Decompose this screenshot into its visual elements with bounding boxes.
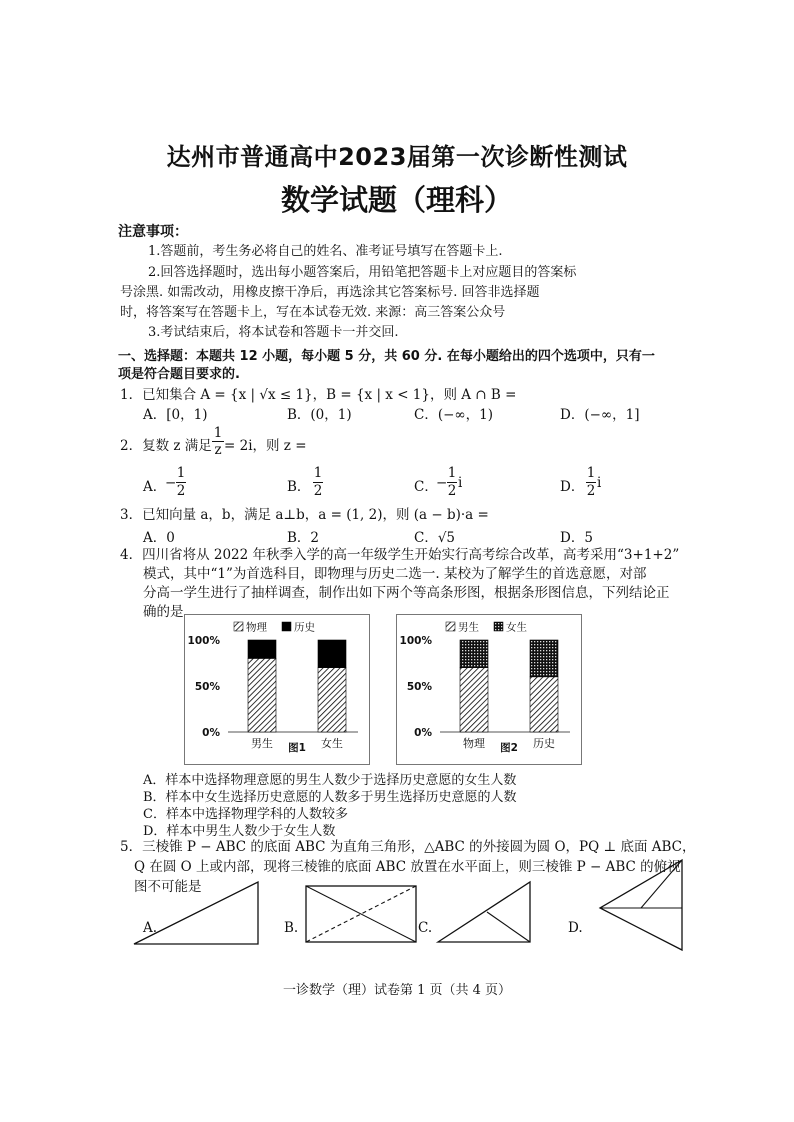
q2-frac-num: 1: [213, 425, 223, 441]
kite-outline: [600, 860, 682, 950]
q2-option-d-den: 2: [586, 483, 596, 499]
q2-option-c-label: C．: [414, 479, 438, 495]
q5-line-2: Q 在圆 O 上或内部，现将三棱锥的底面 ABC 放置在水平面上，则三棱锥 P − ABC 的俯视: [134, 859, 681, 875]
q2-option-c-frac: [447, 465, 457, 500]
q2-option-d-tail: i: [597, 475, 602, 491]
q5-option-b-figure: [303, 883, 421, 945]
q5-line-3: 图不可能是: [134, 879, 202, 895]
figure-caption: 图2: [500, 742, 518, 754]
section-heading: [118, 348, 688, 384]
q2-option-d-num: 1: [586, 465, 596, 481]
right-triangle-shape: [134, 882, 258, 944]
q2-stem-prefix: 2．复数 z 满足: [120, 438, 212, 454]
q2-option-b-label: B．: [287, 479, 311, 495]
q3-option-d: D．5: [560, 530, 593, 546]
legend-swatch: [494, 622, 503, 631]
figure-caption: 图1: [288, 742, 306, 754]
q4-line-3: 分高一学生进行了抽样调查，制作出如下两个等高条形图，根据条形图信息，下列结论正: [143, 585, 670, 601]
notice-line-1: 1.答题前，考生务必将自己的姓名、准考证号填写在答题卡上.: [148, 244, 503, 259]
bar-男生: [460, 668, 488, 732]
q5-option-a-label: A.: [143, 920, 158, 936]
bar-物理: [318, 668, 346, 732]
y-tick-label: 0%: [202, 727, 220, 739]
legend-label: 物理: [246, 621, 267, 634]
bar-女生: [460, 640, 488, 668]
chart-figure-2: [396, 614, 582, 765]
category-label: 男生: [251, 737, 273, 750]
y-tick-label: 50%: [194, 681, 220, 693]
q2-option-a-label: A．: [143, 479, 167, 495]
q2-option-b-den: 2: [313, 483, 323, 499]
section-line-2: 项是符合题目要求的.: [118, 367, 240, 382]
q4-option-c: C．样本中选择物理学科的人数较多: [143, 807, 348, 822]
notice-line-3: 号涂黑. 如需改动，用橡皮擦干净后，再选涂其它答案标号. 回答非选择题: [120, 285, 540, 300]
exam-subtitle: 数学试题（理科）: [280, 183, 513, 217]
q2-option-c-tail: i: [458, 475, 463, 491]
q4-line-1: 4．四川省将从 2022 年秋季入学的高一年级学生开始实行高考综合改革，高考采用“3+1+2”: [120, 547, 680, 563]
notice-line-4: 时，将答案写在答题卡上，写在本试卷无效. 来源：高三答案公众号: [120, 305, 506, 320]
bar-物理: [248, 658, 276, 732]
inner-line: [487, 912, 530, 942]
q5-option-a-figure: [130, 878, 265, 948]
q2-option-c-num: 1: [447, 465, 457, 481]
q2-option-a-sign: −: [165, 475, 177, 491]
q4-option-d: D．样本中男生人数少于女生人数: [143, 824, 336, 839]
q1-option-b: B．(0，1): [287, 407, 352, 423]
bar-历史: [318, 640, 346, 668]
q1-option-d: D．(−∞，1]: [560, 407, 640, 423]
q4-option-a: A．样本中选择物理意愿的男生人数少于选择历史意愿的女生人数: [143, 773, 517, 788]
q2-stem-suffix: = 2i，则 z =: [224, 438, 307, 454]
q3-option-b: B．2: [287, 530, 320, 546]
q4-line-4: 确的是: [143, 604, 184, 620]
y-tick-label: 0%: [414, 727, 432, 739]
q3-option-c: C．√5: [414, 530, 456, 546]
q4-option-b: B．样本中女生选择历史意愿的人数多于男生选择历史意愿的人数: [143, 790, 517, 805]
legend-label: 历史: [294, 621, 315, 634]
q5-option-c-label: C.: [418, 920, 433, 936]
q5-option-b-label: B.: [284, 920, 299, 936]
q2-option-a-num: 1: [176, 465, 186, 481]
notice-line-2: 2.回答选择题时，选出每小题答案后，用铅笔把答题卡上对应题目的答案标: [148, 265, 577, 280]
q5-option-d-label: D.: [568, 920, 583, 936]
notice-heading: 注意事项：: [118, 224, 188, 240]
q2-option-b-num: 1: [313, 465, 323, 481]
legend-swatch: [446, 622, 455, 631]
q2-option-d-frac: [586, 465, 596, 500]
legend-swatch: [234, 622, 243, 631]
notice-line-5: 3.考试结束后，将本试卷和答题卡一并交回.: [148, 325, 399, 340]
q2-option-d-label: D．: [560, 479, 585, 495]
q1-option-c: C．(−∞，1): [414, 407, 494, 423]
q2-option-a-frac: [176, 465, 186, 500]
chart-figure-1: [184, 614, 370, 765]
legend-label: 女生: [506, 621, 527, 634]
section-line-1: 一、选择题：本题共 12 小题，每小题 5 分，共 60 分. 在每小题给出的四个选项中，只有一: [118, 349, 655, 364]
category-label: 物理: [463, 737, 485, 750]
q3-stem: 3．已知向量 a，b，满足 a⊥b，a = (1, 2)，则 (a − b)·a =: [120, 507, 489, 523]
bar-男生: [530, 677, 558, 732]
q5-option-c-figure: [434, 878, 534, 946]
category-label: 历史: [533, 737, 555, 750]
bar-历史: [248, 640, 276, 658]
y-tick-label: 100%: [187, 635, 220, 647]
solid-diagonal: [306, 886, 416, 942]
exam-title: 达州市普通高中2023届第一次诊断性测试: [166, 143, 628, 171]
y-tick-label: 100%: [399, 635, 432, 647]
q2-option-b-frac: [313, 465, 323, 500]
q4-line-2: 模式，其中“1”为首选科目，即物理与历史二选一. 某校为了解学生的首选意愿，对部: [143, 566, 647, 582]
q3-option-a: A．0: [143, 530, 175, 546]
q5-option-d-figure: [596, 856, 686, 954]
upper-inner-line: [641, 860, 682, 908]
y-tick-label: 50%: [406, 681, 432, 693]
q2-option-c-den: 2: [447, 483, 457, 499]
category-label: 女生: [321, 737, 343, 750]
q5-line-1: 5．三棱锥 P − ABC 的底面 ABC 为直角三角形，△ABC 的外接圆为圆 O，PQ ⊥ 底面 ABC，: [120, 839, 696, 855]
legend-swatch: [282, 622, 291, 631]
q2-fraction: [212, 425, 224, 458]
q1-option-a: A．[0，1): [143, 407, 208, 423]
q1-stem: 1．已知集合 A = {x | √x ≤ 1}，B = {x | x < 1}，则 A ∩ B =: [120, 387, 517, 403]
q2-frac-den: z: [212, 441, 224, 458]
q2-option-a-den: 2: [176, 483, 186, 499]
page-footer: 一诊数学（理）试卷第 1 页（共 4 页）: [282, 983, 512, 998]
legend-label: 男生: [458, 621, 479, 634]
q2-option-c-sign: −: [436, 475, 448, 491]
bar-女生: [530, 640, 558, 677]
